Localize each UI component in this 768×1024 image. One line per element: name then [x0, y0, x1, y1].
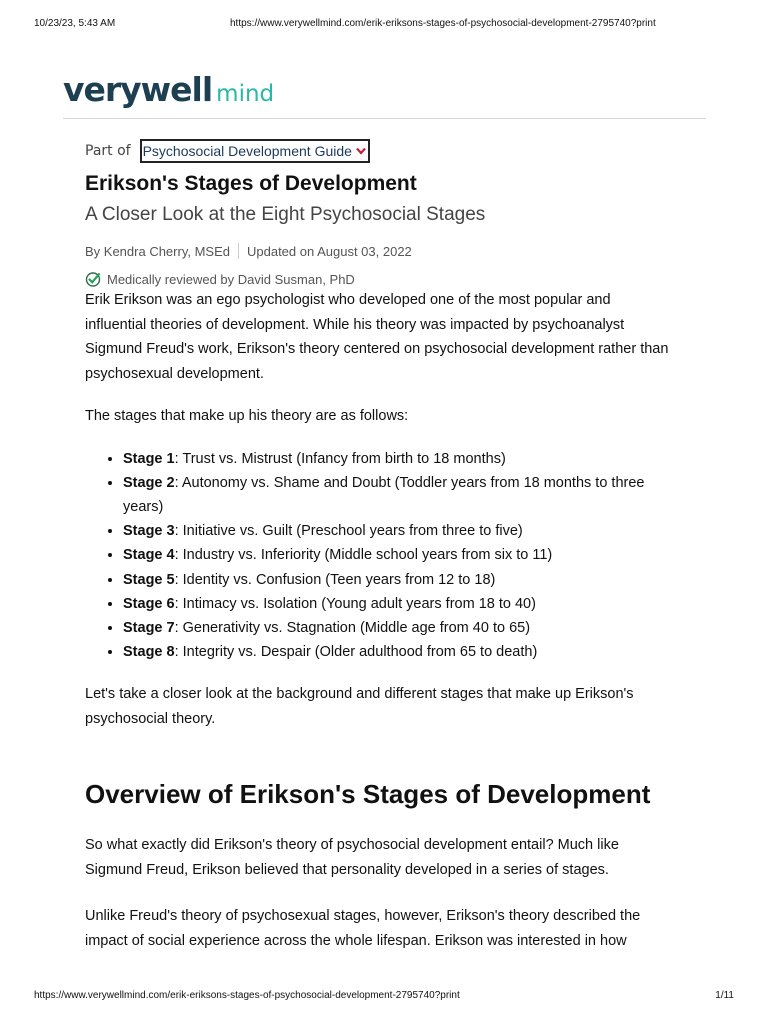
stage-label: Stage 5 — [123, 571, 175, 588]
stage-text: : Intimacy vs. Isolation (Young adult years from 18 to 40) — [174, 595, 536, 612]
guide-dropdown-value: Psychosocial Development Guide — [142, 143, 352, 159]
overview-paragraph-1: So what exactly did Erikson's theory of psychosocial development entail? Much like Sigmund Freud, Erikson believed that personality developed in a series of stages. — [85, 837, 619, 878]
list-item — [123, 592, 675, 616]
intro-paragraph: Erik Erikson was an ego psychologist who developed one of the most popular and influential theories of development. While his theory was impacted by psychoanalyst Sigmund Freud's work, Erikson's theory centered on psychosocial development rather than psychosexual development. — [85, 292, 669, 382]
stage-label: Stage 1 — [123, 450, 175, 467]
guide-dropdown[interactable] — [140, 139, 370, 163]
list-item — [123, 616, 675, 640]
page-number: 1/11 — [715, 990, 734, 1001]
stage-label: Stage 6 — [123, 595, 175, 612]
article-content — [85, 138, 675, 990]
stage-text: : Integrity vs. Despair (Older adulthood from 65 to death) — [174, 644, 538, 661]
print-header — [34, 18, 734, 32]
print-footer-url: https://www.verywellmind.com/erik-eriksons-stages-of-psychosocial-development-2795740?print — [34, 990, 460, 1001]
list-item — [123, 447, 675, 471]
article-title: Erikson's Stages of Development — [85, 172, 417, 195]
closer-paragraph: Let's take a closer look at the background and different stages that make up Erikson's psychosocial theory. — [85, 686, 634, 727]
article-subtitle: A Closer Look at the Eight Psychosocial Stages — [85, 204, 486, 225]
overview-paragraph-2: Unlike Freud's theory of psychosexual stages, however, Erikson's theory described the impact of social experience across the whole lifespan. Erikson was interested in how — [85, 908, 641, 949]
stage-text: : Generativity vs. Stagnation (Middle age from 40 to 65) — [174, 619, 531, 636]
print-header-url: https://www.verywellmind.com/erik-eriksons-stages-of-psychosocial-development-2795740?print — [230, 18, 656, 29]
medical-review — [85, 270, 675, 288]
print-footer — [34, 990, 734, 1004]
stages-intro: The stages that make up his theory are as follows: — [85, 408, 409, 424]
part-of-label: Part of — [85, 143, 131, 159]
updated-date: Updated on August 03, 2022 — [246, 243, 412, 259]
header-divider — [63, 118, 706, 119]
guide-selector-row — [85, 138, 675, 164]
stage-text: : Trust vs. Mistrust (Infancy from birth to 18 months) — [174, 450, 506, 467]
overview-heading: Overview of Erikson's Stages of Development — [85, 779, 651, 810]
author-link[interactable]: By Kendra Cherry, MSEd — [85, 243, 230, 259]
stage-text: : Autonomy vs. Shame and Doubt (Toddler years from 18 months to three years) — [123, 474, 645, 515]
stage-label: Stage 3 — [123, 523, 175, 540]
verywell-mind-logo[interactable] — [63, 70, 274, 114]
byline-separator — [238, 243, 239, 259]
list-item — [123, 519, 675, 543]
list-item — [123, 568, 675, 592]
stage-text: : Initiative vs. Guilt (Preschool years from three to five) — [174, 523, 523, 540]
stages-list — [85, 447, 675, 665]
byline — [85, 242, 675, 260]
list-item — [123, 471, 675, 519]
reviewer-link[interactable]: Medically reviewed by David Susman, PhD — [107, 271, 355, 287]
stage-text: : Identity vs. Confusion (Teen years from 12 to 18) — [174, 571, 496, 588]
stage-label: Stage 7 — [123, 619, 175, 636]
list-item — [123, 640, 675, 664]
stage-text: : Industry vs. Inferiority (Middle school years from six to 11) — [174, 547, 553, 564]
logo-wordmark: verywell — [63, 70, 213, 109]
stage-label: Stage 8 — [123, 644, 175, 661]
check-circle-icon — [85, 271, 101, 287]
stage-label: Stage 4 — [123, 547, 175, 564]
stage-label: Stage 2 — [123, 474, 175, 491]
chevron-down-icon — [356, 144, 366, 158]
print-timestamp: 10/23/23, 5:43 AM — [34, 18, 116, 29]
logo-mind: mind — [216, 81, 275, 107]
list-item — [123, 543, 675, 567]
